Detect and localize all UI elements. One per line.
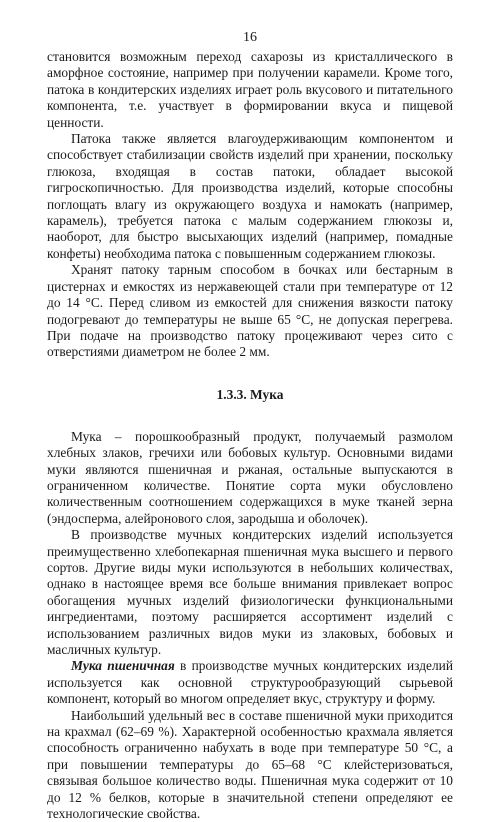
page-number: 16 <box>243 30 257 45</box>
section-heading: 1.3.3. Мука <box>216 386 284 402</box>
paragraph-molasses-moisture: Патока также является влагоудерживающим компонентом и способствует стабилизации свойств изделий при хранении, поскольку глюкоза, входящая в состав патоки, обладает высокой гигроскопичностью. Для производства изделий, которые способны поглощать влагу из окружающего воздуха и намокать (например, карамель), требуется патока с малым содержанием глюкозы и, наоборот, для быстро высыхающих изделий (например, помадные конфеты) необходима патока с повышенным содержанием глюкозы. <box>47 131 453 261</box>
paragraph-wheat-flour <box>47 658 453 707</box>
paragraph-starch: Наибольший удельный вес в составе пшеничной муки приходится на крахмал (62–69 %). Характерной особенностью крахмала является способность ограниченно набухать в воде при температуре 50 °С, а при повышении температуры до 65–68 °С клейстеризоваться, связывая большое количество воды. Пшеничная мука содержит от 10 до 12 % белков, которые в значительной степени определяют ее технологические свойства. <box>47 707 453 822</box>
paragraph-flour-definition: Мука – порошкообразный продукт, получаемый размолом хлебных злаков, гречихи или бобовых культур. Основными видами муки являются пшеничная и ржаная, остальные выпускаются в ограниченном количестве. Понятие сорта муки обусловлено количественным соотношением содержащихся в муке тканей зерна (эндосперма, алейронового слоя, зародыша и оболочек). <box>47 428 453 526</box>
document-page <box>47 30 453 822</box>
paragraph-molasses-storage: Хранят патоку тарным способом в бочках или бестарным в цистернах и емкостях из нержавеющей стали при температуре от 12 до 14 °С. Перед сливом из емкостей для снижения вязкости патоку подогревают до температуры не выше 65 °С, не допуская перегрева. При подаче на производство патоку процеживают через сито с отверстиями диаметром не более 2 мм. <box>47 262 453 360</box>
paragraph-continuation: становится возможным переход сахарозы из кристаллического в аморфное состояние, например при получении карамели. Кроме того, патока в кондитерских изделиях играет роль вкусового и питательного компонента, т.е. участвует в формировании вкуса и пищевой ценности. <box>47 49 453 130</box>
term-wheat-flour: Мука пшеничная <box>71 658 175 674</box>
wheat-flour-text: в производстве мучных кондитерских изделий используется как основной структурообразующий сырьевой компонент, который во многом определяет вкус, структуру и форму. <box>47 658 453 707</box>
paragraph-flour-usage: В производстве мучных кондитерских изделий используется преимущественно хлебопекарная пшеничная мука высшего и первого сортов. Другие виды муки используются в небольших количествах, однако в настоящее время все больше внимания привлекает вопрос обогащения мучных изделий физиологически функциональными ингредиентами, поэтому расширяется ассортимент изделий с использованием различных видов муки из злаковых, бобовых и масличных культур. <box>47 527 453 657</box>
